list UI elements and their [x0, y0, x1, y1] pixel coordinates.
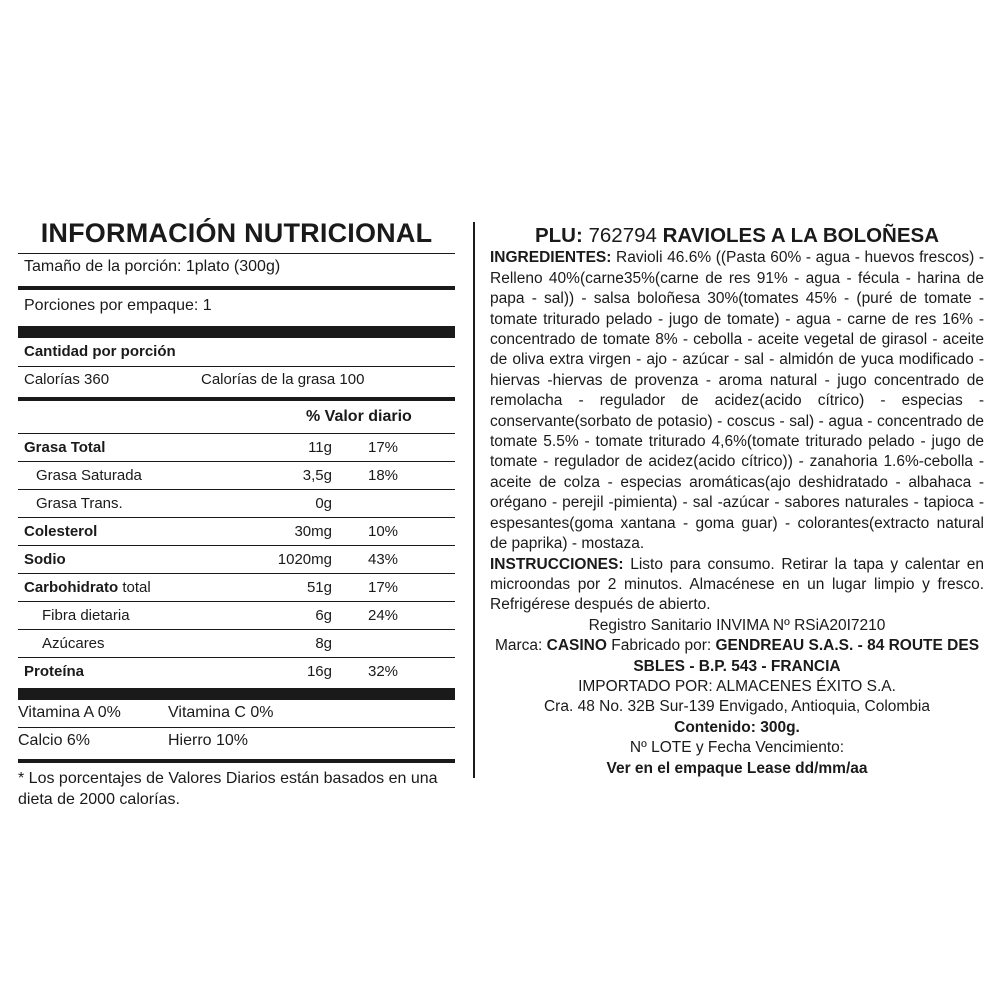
- nutrient-percent: 43%: [368, 551, 399, 568]
- nutrient-amount: 11g: [308, 439, 332, 456]
- iron: Hierro 10%: [168, 732, 249, 749]
- nutrient-percent: 17%: [368, 579, 399, 596]
- nutrient-row-trans-fat: [18, 490, 455, 518]
- nutrient-amount: 3,5g: [302, 467, 332, 484]
- ingredients-label: INGREDIENTES:: [490, 249, 612, 267]
- see-package: Ver en el empaque Lease dd/mm/aa: [606, 759, 868, 777]
- nutrient-amount: 16g: [306, 663, 332, 680]
- instructions-text: Listo para consumo. Retirar la tapa y calentar en microondas por 2 minutos. Almacénese en un lugar limpio y fresco. Refrigérese después de abierto.: [490, 555, 984, 614]
- nutrient-amount: 1020mg: [277, 551, 332, 568]
- nutrient-label: Grasa Saturada: [36, 467, 142, 484]
- nutrient-amount: 51g: [306, 579, 332, 596]
- nutrient-row-sugars: [18, 630, 455, 658]
- nutrition-facts-panel: [18, 218, 455, 810]
- plu-label: PLU:: [534, 224, 583, 247]
- nutrient-label: Fibra dietaria: [42, 607, 130, 624]
- instructions-label: INSTRUCCIONES:: [490, 555, 624, 573]
- manufacturer-label: Fabricado por:: [611, 637, 712, 655]
- daily-value-header: % Valor diario: [306, 408, 412, 425]
- nutrient-row-carbohydrate: [18, 574, 455, 602]
- nutrient-row-fiber: [18, 602, 455, 630]
- nutrient-row-cholesterol: [18, 518, 455, 546]
- nutrient-row-saturated-fat: [18, 462, 455, 490]
- calcium: Calcio 6%: [18, 732, 91, 749]
- instructions-paragraph: [490, 555, 984, 616]
- nutrient-row-sodium: [18, 546, 455, 574]
- product-heading: [490, 226, 984, 246]
- column-divider: [473, 222, 475, 778]
- nutrient-percent: 10%: [368, 523, 399, 540]
- nutrient-percent: 18%: [368, 467, 399, 484]
- nutrient-row-total-fat: [18, 434, 455, 462]
- nutrient-label: Sodio: [24, 551, 66, 568]
- product-info-panel: [490, 226, 984, 779]
- calories: Calorías 360: [24, 371, 110, 388]
- minerals-row: [18, 728, 455, 755]
- nutrient-label-bold: Carbohidrato: [24, 579, 119, 596]
- serving-size: Tamaño de la porción: 1plato (300g): [24, 258, 281, 275]
- nutrient-percent: 32%: [368, 663, 399, 680]
- amount-per-serving: Cantidad por porción: [24, 343, 176, 360]
- nutrient-label: Proteína: [24, 663, 85, 680]
- nutrient-label: Grasa Trans.: [36, 495, 123, 512]
- nutrient-amount: 0g: [315, 495, 332, 512]
- nutrient-label-suffix: total: [118, 579, 151, 596]
- calories-row: [18, 367, 455, 393]
- nutrient-amount: 8g: [315, 635, 332, 652]
- registry: Registro Sanitario INVIMA Nº RSiA20I7210: [588, 616, 886, 634]
- brand-label: Marca:: [494, 637, 543, 655]
- ingredients-text: Ravioli 46.6% ((Pasta 60% - agua - huevos frescos) - Relleno 40%(carne35%(carne de res 91% - agua - fécula - harina de papa - sal)) - salsa boloñesa 30%(tomates 45% - (puré de tomate - tomate triturado pelado - jugo de tomate) - agua - carne de res 16% - concentrado de tomate 8% - cebolla - aceite vegetal de girasol - aceite de oliva extra virgen - ajo - azúcar - sal - almidón de yuca modificado - hiervas -hiervas de provenza - aroma natural - jugo concentrado de remolacha - regulador de acidez(acido cítrico) - especias - conservante(sorbato de potasio) - coscus - sal) - agua - concentrado de tomate 5.5% - tomate triturado 4,6%(tomate triturado pelado - jugo de tomate - regulador de acidez(acido cítrico)) - zanahoria 1.6%-cebolla - aceite de colza - especias aromáticas(ajo deshidratado - albahaca - orégano - perejil -pimienta) - sal -azúcar - sabores naturales - tapioca - espesantes(goma xantana - goma guar) - colorantes(extracto natural de paprika) - mostaza.: [490, 249, 984, 553]
- vitamin-a: Vitamina A 0%: [18, 704, 121, 721]
- nutrient-amount: 30mg: [294, 523, 332, 540]
- plu-code: 762794: [588, 224, 657, 247]
- nutrient-label: [24, 579, 151, 596]
- lot-expiry: Nº LOTE y Fecha Vencimiento:: [629, 739, 845, 757]
- product-name: RAVIOLES A LA BOLOÑESA: [662, 224, 940, 247]
- calories-from-fat: Calorías de la grasa 100: [201, 371, 365, 388]
- nutrition-title: INFORMACIÓN NUTRICIONAL: [40, 218, 433, 248]
- nutrient-percent: 24%: [368, 607, 399, 624]
- brand-manufacturer: [490, 636, 984, 677]
- nutrient-row-protein: [18, 658, 455, 685]
- nutrient-percent: 17%: [368, 439, 399, 456]
- manufacturer-name: GENDREAU S.A.S. - 84 ROUTE DES SBLES - B.P. 543 - FRANCIA: [633, 637, 980, 675]
- nutrient-label: Grasa Total: [24, 439, 106, 456]
- importer: IMPORTADO POR: ALMACENES ÉXITO S.A.: [578, 677, 896, 695]
- ingredients-paragraph: [490, 248, 984, 554]
- net-content: Contenido: 300g.: [674, 718, 800, 736]
- vitamin-c: Vitamina C 0%: [168, 704, 274, 721]
- nutrient-amount: 6g: [315, 607, 332, 624]
- vitamins-row: [18, 700, 455, 728]
- servings-per-container: Porciones por empaque: 1: [24, 297, 212, 314]
- nutrient-label: Azúcares: [42, 635, 105, 652]
- nutrient-label: Colesterol: [24, 523, 98, 540]
- importer-address: Cra. 48 No. 32B Sur-139 Envigado, Antioquia, Colombia: [543, 698, 930, 716]
- brand-name: CASINO: [546, 637, 607, 655]
- footnote: * Los porcentajes de Valores Diarios están basados en una dieta de 2000 calorías.: [18, 770, 438, 808]
